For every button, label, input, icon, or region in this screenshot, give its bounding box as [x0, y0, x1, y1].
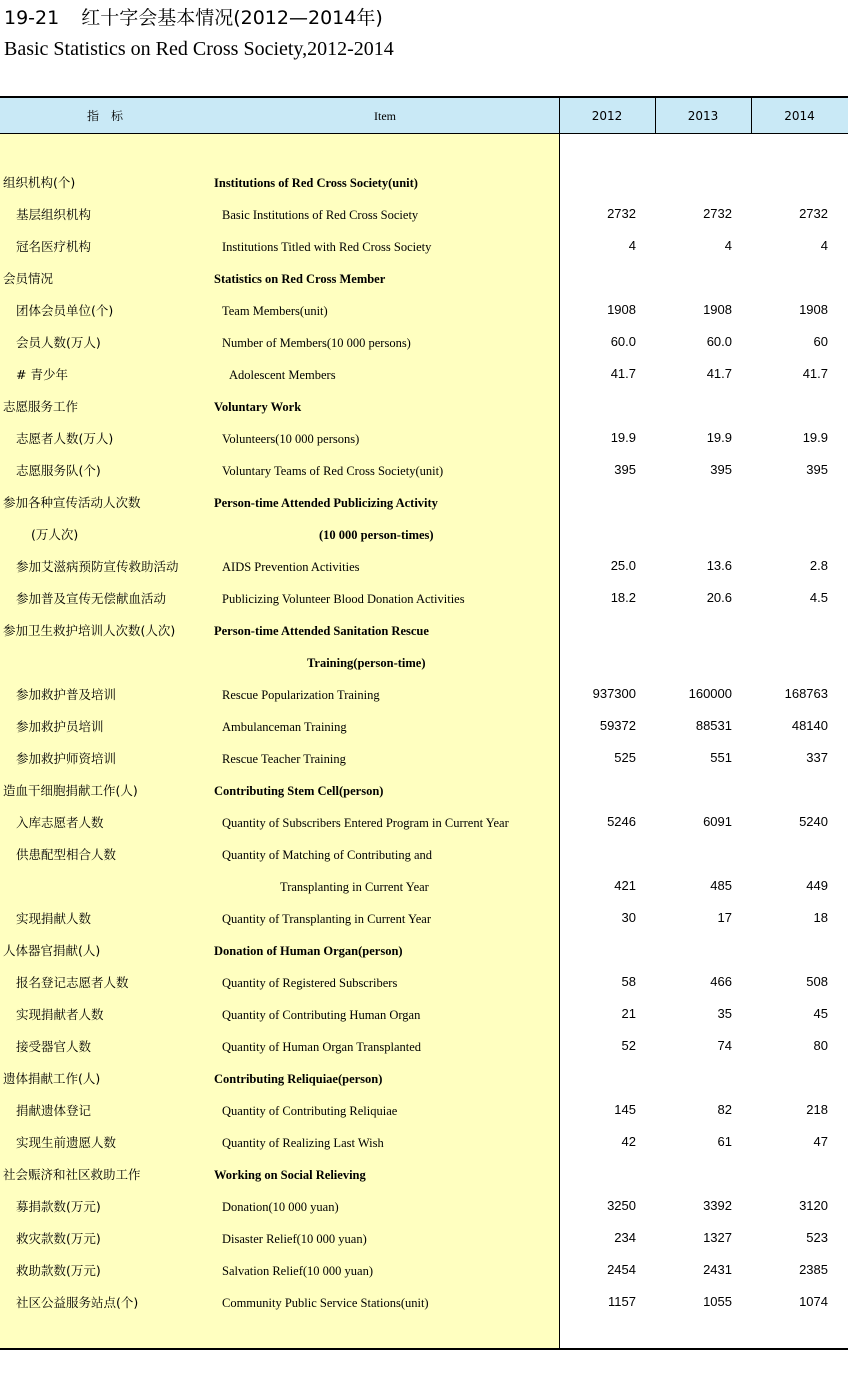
row-indicator-cn: 救灾款数(万元)	[16, 1231, 101, 1246]
row-indicator-cn: 实现生前遗愿人数	[16, 1135, 117, 1150]
row-value-2013: 1327	[703, 1230, 732, 1245]
row-value-2012: 145	[614, 1102, 636, 1117]
row-value-2014: 2732	[799, 206, 828, 221]
row-value-2013: 1908	[703, 302, 732, 317]
row-indicator-cn: (万人次)	[31, 527, 79, 542]
row-value-2013: 2732	[703, 206, 732, 221]
row-value-2014: 2.8	[809, 558, 828, 573]
row-value-2014: 4.5	[809, 590, 828, 605]
row-item-en: Quantity of Matching of Contributing and	[222, 848, 433, 862]
row-value-2013: 160000	[688, 686, 732, 701]
row-indicator-cn: 遗体捐献工作(人)	[3, 1071, 101, 1086]
table-row	[0, 1191, 848, 1223]
table-row	[0, 903, 848, 935]
row-value-2013: 395	[710, 462, 732, 477]
row-value-2013: 88531	[695, 718, 732, 733]
row-item-en: Donation of Human Organ(person)	[214, 944, 403, 958]
row-item-en: Voluntary Work	[214, 400, 302, 414]
row-indicator-cn: 会员人数(万人)	[16, 335, 101, 350]
row-value-2012: 2454	[607, 1262, 636, 1277]
row-value-2013: 3392	[703, 1198, 732, 1213]
table-row	[0, 647, 848, 679]
row-value-2012: 21	[621, 1006, 636, 1021]
table-row	[0, 519, 848, 551]
row-item-en: Statistics on Red Cross Member	[214, 272, 386, 286]
row-value-2013: 4	[724, 238, 732, 253]
row-indicator-cn: 参加卫生救护培训人次数(人次)	[3, 623, 176, 638]
row-indicator-cn: 组织机构(个)	[3, 175, 76, 190]
row-item-en: Number of Members(10 000 persons)	[222, 336, 411, 350]
row-indicator-cn: 参加普及宣传无偿献血活动	[16, 591, 167, 606]
table-bottom-border	[0, 1348, 848, 1350]
table-row	[0, 551, 848, 583]
row-value-2012: 1157	[608, 1294, 636, 1309]
table-row	[0, 839, 848, 871]
table-header	[0, 96, 848, 134]
table-row	[0, 1223, 848, 1255]
row-item-en: Team Members(unit)	[222, 304, 328, 318]
header-year-2014: 2014	[784, 109, 815, 123]
table-title-en: Basic Statistics on Red Cross Society,2012-2014	[4, 38, 394, 60]
row-indicator-cn: 参加救护员培训	[16, 719, 104, 734]
row-item-en: Quantity of Transplanting in Current Year	[222, 912, 432, 926]
table-row	[0, 327, 848, 359]
table-row	[0, 167, 848, 199]
row-item-en: Rescue Teacher Training	[222, 752, 346, 766]
row-value-2013: 17	[717, 910, 732, 925]
row-value-2013: 20.6	[706, 590, 732, 605]
row-item-en: Donation(10 000 yuan)	[222, 1200, 339, 1214]
table-row	[0, 775, 848, 807]
row-value-2013: 74	[717, 1038, 732, 1053]
row-value-2012: 59372	[599, 718, 636, 733]
row-indicator-cn: 团体会员单位(个)	[16, 303, 114, 318]
row-item-en: Ambulanceman Training	[222, 720, 347, 734]
row-indicator-cn: 人体器官捐献(人)	[3, 943, 101, 958]
row-value-2014: 48140	[791, 718, 828, 733]
row-item-en: Quantity of Subscribers Entered Program in Current Year	[222, 816, 509, 830]
table-row	[0, 711, 848, 743]
row-value-2012: 42	[621, 1134, 636, 1149]
row-item-en: Training(person-time)	[307, 656, 426, 670]
row-value-2013: 6091	[703, 814, 732, 829]
row-indicator-cn: 接受器官人数	[16, 1039, 92, 1054]
table-row	[0, 199, 848, 231]
row-value-2014: 47	[813, 1134, 828, 1149]
row-indicator-cn: 参加各种宣传活动人次数	[3, 495, 141, 510]
row-value-2014: 5240	[799, 814, 828, 829]
row-value-2012: 395	[614, 462, 636, 477]
row-indicator-cn: 基层组织机构	[16, 207, 92, 222]
table-row	[0, 455, 848, 487]
divider-line	[751, 96, 752, 134]
row-item-en: Quantity of Registered Subscribers	[222, 976, 398, 990]
table-row	[0, 1063, 848, 1095]
row-value-2012: 234	[614, 1230, 636, 1245]
row-item-en: Institutions of Red Cross Society(unit)	[214, 176, 418, 190]
table-row	[0, 487, 848, 519]
row-value-2013: 2431	[703, 1262, 732, 1277]
row-indicator-cn: 冠名医疗机构	[16, 239, 92, 254]
row-item-en: Contributing Reliquiae(person)	[214, 1072, 383, 1086]
table-row	[0, 583, 848, 615]
row-indicator-cn: 志愿者人数(万人)	[16, 431, 114, 446]
row-indicator-cn: 报名登记志愿者人数	[16, 975, 129, 990]
table-row	[0, 423, 848, 455]
row-indicator-cn: 实现捐献者人数	[16, 1007, 104, 1022]
row-indicator-cn: 造血干细胞捐献工作(人)	[3, 783, 138, 798]
table-row	[0, 263, 848, 295]
row-value-2014: 2385	[799, 1262, 828, 1277]
table-row	[0, 935, 848, 967]
row-item-en: Disaster Relief(10 000 yuan)	[222, 1232, 367, 1246]
row-value-2014: 3120	[799, 1198, 828, 1213]
row-value-2013: 485	[710, 878, 732, 893]
table-row	[0, 807, 848, 839]
header-item: Item	[374, 109, 396, 123]
header-year-2012: 2012	[591, 109, 623, 123]
row-indicator-cn: 救助款数(万元)	[16, 1263, 101, 1278]
row-value-2014: 4	[820, 238, 828, 253]
row-value-2012: 5246	[607, 814, 636, 829]
row-item-en: Contributing Stem Cell(person)	[214, 784, 384, 798]
row-value-2012: 4	[628, 238, 636, 253]
row-item-en: Quantity of Realizing Last Wish	[222, 1136, 384, 1150]
row-value-2014: 337	[806, 750, 828, 765]
table-row	[0, 679, 848, 711]
row-indicator-cn: 参加救护师资培训	[16, 751, 117, 766]
table-row	[0, 231, 848, 263]
row-indicator-cn: 志愿服务工作	[3, 399, 79, 414]
table-row	[0, 871, 848, 903]
row-indicator-cn: # 青少年	[16, 367, 68, 382]
row-value-2014: 218	[806, 1102, 828, 1117]
row-item-en: Person-time Attended Sanitation Rescue	[214, 624, 429, 638]
row-value-2014: 1074	[799, 1294, 828, 1309]
table-row	[0, 295, 848, 327]
table-row	[0, 1287, 848, 1319]
row-item-en: Volunteers(10 000 persons)	[222, 432, 360, 446]
table-row	[0, 359, 848, 391]
row-value-2012: 25.0	[610, 558, 636, 573]
row-indicator-cn: 实现捐献人数	[16, 911, 92, 926]
row-indicator-cn: 会员情况	[3, 271, 54, 286]
row-item-en: Adolescent Members	[229, 368, 336, 382]
row-value-2014: 41.7	[802, 366, 828, 381]
row-indicator-cn: 参加艾滋病预防宣传救助活动	[16, 559, 179, 574]
row-value-2012: 41.7	[610, 366, 636, 381]
row-indicator-cn: 社区公益服务站点(个)	[16, 1295, 139, 1310]
row-item-en: Rescue Popularization Training	[222, 688, 380, 702]
divider-line	[655, 96, 656, 134]
table-row	[0, 999, 848, 1031]
table-number: 19-21	[4, 7, 60, 29]
row-item-en: Publicizing Volunteer Blood Donation Activities	[222, 592, 465, 606]
table-row	[0, 391, 848, 423]
table-title-cn-text: 红十字会基本情况(2012—2014年)	[81, 7, 383, 29]
header-year-2013: 2013	[687, 109, 719, 123]
table-title-cn	[4, 6, 383, 30]
table-row	[0, 1127, 848, 1159]
row-value-2012: 58	[621, 974, 636, 989]
row-item-en: Transplanting in Current Year	[280, 880, 429, 894]
table-row	[0, 1031, 848, 1063]
table-row	[0, 615, 848, 647]
table-row	[0, 1095, 848, 1127]
row-value-2014: 18	[813, 910, 828, 925]
row-value-2013: 60.0	[706, 334, 732, 349]
row-value-2012: 18.2	[610, 590, 636, 605]
row-value-2014: 168763	[784, 686, 828, 701]
row-value-2012: 52	[621, 1038, 636, 1053]
row-value-2014: 80	[813, 1038, 828, 1053]
row-value-2014: 395	[806, 462, 828, 477]
row-item-en: Salvation Relief(10 000 yuan)	[222, 1264, 374, 1278]
header-indicator: 指 标	[86, 109, 123, 123]
row-item-en: Voluntary Teams of Red Cross Society(unit)	[222, 464, 444, 478]
row-indicator-cn: 社会赈济和社区救助工作	[3, 1167, 141, 1182]
row-indicator-cn: 参加救护普及培训	[16, 687, 117, 702]
row-indicator-cn: 捐献遗体登记	[16, 1103, 92, 1118]
row-value-2012: 60.0	[610, 334, 636, 349]
row-item-en: (10 000 person-times)	[319, 528, 434, 542]
row-value-2012: 3250	[607, 1198, 636, 1213]
row-value-2013: 82	[717, 1102, 732, 1117]
row-indicator-cn: 募捐款数(万元)	[16, 1199, 101, 1214]
row-value-2012: 937300	[592, 686, 636, 701]
row-item-en: Community Public Service Stations(unit)	[222, 1296, 429, 1310]
row-item-en: Quantity of Contributing Human Organ	[222, 1008, 421, 1022]
row-item-en: Working on Social Relieving	[214, 1168, 366, 1182]
row-item-en: Institutions Titled with Red Cross Society	[222, 240, 432, 254]
row-item-en: Quantity of Human Organ Transplanted	[222, 1040, 422, 1054]
row-value-2014: 523	[806, 1230, 828, 1245]
row-value-2013: 19.9	[706, 430, 732, 445]
row-value-2013: 35	[717, 1006, 732, 1021]
row-value-2014: 60	[813, 334, 828, 349]
row-value-2012: 19.9	[610, 430, 636, 445]
row-item-en: Quantity of Contributing Reliquiae	[222, 1104, 398, 1118]
row-value-2012: 1908	[607, 302, 636, 317]
row-item-en: Person-time Attended Publicizing Activity	[214, 496, 438, 510]
row-value-2012: 421	[614, 878, 636, 893]
row-value-2014: 19.9	[802, 430, 828, 445]
row-indicator-cn: 供患配型相合人数	[16, 847, 117, 862]
row-value-2013: 13.6	[706, 558, 732, 573]
row-value-2012: 30	[621, 910, 636, 925]
table-row	[0, 1159, 848, 1191]
row-value-2013: 61	[717, 1134, 732, 1149]
table-row	[0, 967, 848, 999]
table-row	[0, 743, 848, 775]
row-value-2013: 551	[710, 750, 732, 765]
row-value-2014: 45	[813, 1006, 828, 1021]
row-indicator-cn: 入库志愿者人数	[16, 815, 104, 830]
row-value-2013: 1055	[703, 1294, 732, 1309]
row-value-2013: 41.7	[706, 366, 732, 381]
row-value-2012: 2732	[607, 206, 636, 221]
row-item-en: Basic Institutions of Red Cross Society	[222, 208, 419, 222]
row-value-2014: 1908	[799, 302, 828, 317]
row-value-2012: 525	[614, 750, 636, 765]
row-indicator-cn: 志愿服务队(个)	[16, 463, 101, 478]
row-value-2013: 466	[710, 974, 732, 989]
row-value-2014: 508	[806, 974, 828, 989]
row-item-en: AIDS Prevention Activities	[222, 560, 360, 574]
row-value-2014: 449	[806, 878, 828, 893]
table-row	[0, 1255, 848, 1287]
